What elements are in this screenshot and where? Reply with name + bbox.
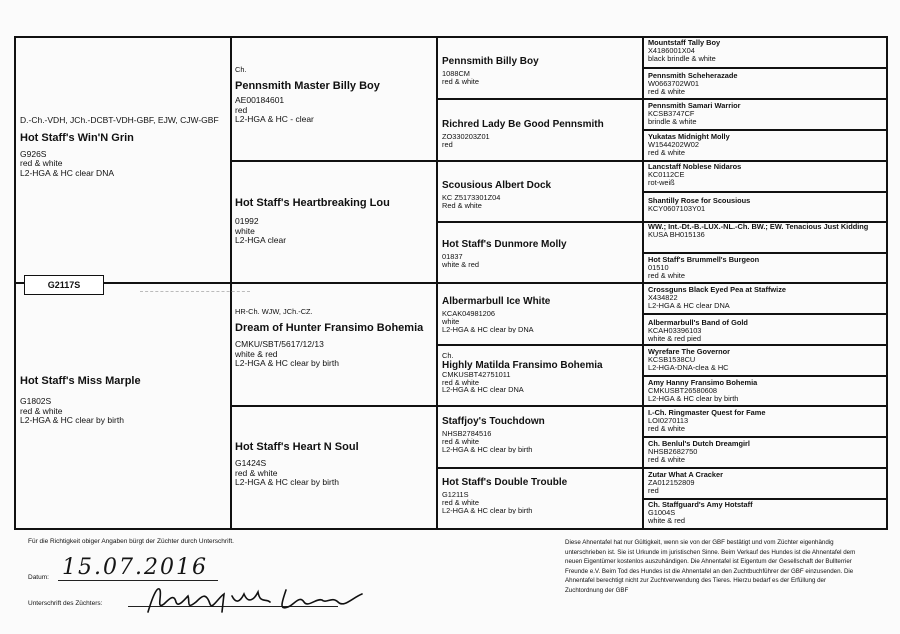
gen2-reg: AE00184601	[235, 95, 285, 106]
gen4-reg: 01510	[648, 262, 669, 272]
date-value: 15.07.2016	[62, 555, 208, 580]
row-divider-gen3-1	[436, 98, 642, 100]
gen4-name: Lancstaff Noblese Nidaros	[648, 163, 742, 171]
table-border-bottom	[14, 528, 888, 530]
gen4-reg: LOI0270113	[648, 415, 689, 425]
gen3-health: L2-HGA & HC clear by birth	[442, 444, 533, 454]
gen3-title: Ch.	[442, 352, 454, 360]
row-divider-gen4	[642, 375, 888, 377]
gen2-color: red	[235, 104, 248, 115]
gen4-cell-5	[648, 163, 884, 186]
gen2-title: Ch.	[235, 66, 247, 74]
gen2-color: white & red	[235, 348, 278, 359]
gen4-reg: KCY0607103Y01	[648, 203, 706, 213]
gen4-extra: L2-HGA & HC clear by birth	[648, 393, 739, 403]
gen4-name: Pennsmith Samari Warrior	[648, 102, 741, 110]
gen3-cell-6	[442, 352, 638, 394]
gen4-reg: CMKUSBT26580608	[648, 385, 718, 395]
gen4-cell-6	[648, 197, 884, 213]
row-divider-gen4	[642, 436, 888, 438]
gen3-name: Pennsmith Billy Boy	[442, 56, 539, 67]
sire-reg: G926S	[20, 148, 47, 159]
row-divider-gen4	[642, 160, 888, 162]
gen3-cell-7	[442, 415, 638, 453]
date-line	[58, 580, 218, 581]
row-divider-gen3-7	[436, 467, 642, 469]
gen4-cell-9	[648, 286, 884, 309]
row-divider-gen2-a	[230, 160, 436, 162]
gen3-cell-2	[442, 118, 638, 149]
gen4-color: red & white	[648, 454, 685, 464]
gen2-name: Dream of Hunter Fransimo Bohemia	[235, 321, 424, 334]
gen3-color: white & red	[442, 259, 479, 269]
gen2-cell-1	[235, 66, 433, 125]
gen4-reg: W0663702W01	[648, 78, 699, 88]
gen2-title: HR-Ch. WJW, JCh.-CZ.	[235, 308, 313, 316]
gen3-color: Red & white	[442, 200, 482, 210]
gen3-reg: 01837	[442, 252, 463, 262]
gen3-color: red	[442, 139, 453, 149]
gen3-cell-1	[442, 55, 638, 86]
gen4-cell-12	[648, 379, 884, 402]
gen3-name: Highly Matilda Fransimo Bohemia	[442, 359, 603, 371]
gen4-color: red & white	[648, 147, 685, 157]
gen4-name: Yukatas Midnight Molly	[648, 133, 730, 141]
sire-health: L2-HGA & HC clear DNA	[20, 167, 114, 178]
gen3-reg: NHSB2784516	[442, 429, 492, 439]
gen4-color: black brindle & white	[648, 53, 716, 63]
gen4-color: brindle & white	[648, 116, 697, 126]
gen2-name: Hot Staff's Heartbreaking Lou	[235, 197, 390, 209]
gen4-cell-14	[648, 440, 884, 463]
gen3-reg: ZO330203Z01	[442, 132, 490, 142]
gen2-health: L2-HGA & HC - clear	[235, 114, 314, 125]
gen4-reg: KCAH03396103	[648, 325, 702, 335]
gen4-name: Hot Staff's Brummell's Burgeon	[648, 256, 760, 264]
dam-name: Hot Staff's Miss Marple	[20, 375, 141, 387]
table-border-top	[14, 36, 888, 38]
row-divider-gen3-5	[436, 344, 642, 346]
gen4-name: I.-Ch. Ringmaster Quest for Fame	[648, 409, 766, 417]
sire-cell	[20, 116, 226, 178]
row-divider-gen4	[642, 98, 888, 100]
gen4-color: red & white	[648, 423, 685, 433]
gen4-name: Ch. Benlul's Dutch Dreamgirl	[648, 440, 750, 448]
gen2-reg: G1424S	[235, 458, 267, 469]
gen2-color: white	[235, 225, 255, 236]
gen4-name: Ch. Staffguard's Amy Hotstaff	[648, 501, 753, 509]
registration-badge: G2117S	[24, 275, 104, 295]
gen3-name: Staffjoy's Touchdown	[442, 416, 545, 427]
sire-color: red & white	[20, 158, 63, 169]
gen4-name: Crossguns Black Eyed Pea at Staffwize	[648, 286, 787, 294]
sire-name: Hot Staff's Win'N Grin	[20, 131, 134, 144]
gen3-name: Albermarbull Ice White	[442, 296, 551, 307]
gen4-color: white & red	[648, 515, 685, 525]
gen3-cell-5	[442, 295, 638, 333]
gen4-color: red & white	[648, 86, 685, 96]
date-label: Datum:	[28, 574, 49, 581]
dam-reg: G1802S	[20, 396, 52, 407]
gen4-cell-3	[648, 102, 884, 125]
gen4-name: Amy Hanny Fransimo Bohemia	[648, 379, 758, 387]
row-divider-gen4	[642, 282, 888, 284]
gen3-reg: CMKUSBT42751011	[442, 369, 511, 379]
gen4-extra: L2-HGA-DNA-clea & HC	[648, 362, 729, 372]
gen4-cell-2	[648, 72, 884, 95]
gen2-cell-4	[235, 440, 433, 488]
row-divider-gen4	[642, 313, 888, 315]
breeder-guarantee: Für die Richtigkeit obiger Angaben bürgt der Züchter durch Unterschrift.	[28, 538, 234, 545]
gen4-reg: NHSB2682750	[648, 446, 698, 456]
gen4-cell-16	[648, 501, 884, 524]
scan-smudge	[140, 291, 250, 293]
gen4-cell-15	[648, 471, 884, 494]
row-divider-gen4	[642, 67, 888, 69]
gen4-name: Shantilly Rose for Scousious	[648, 197, 751, 205]
legal-notice: Diese Ahnentafel hat nur Gültigkeit, wenn sie von der GBF bestätigt und vom Züchter eigenhändig unterschrieben ist. Sie ist Urkunde im juristischen Sinne. Beim Verkauf des Hundes ist die Ahnentafel dem neuen Eigentümer kostenlos auszuhändigen. Die Ahnentafel ist Eigentum der Gesellschaft der Bullterrier Freunde e.V. Beim Tod des Hundes ist die Ahnentafel an den Zuchtbuchführer der GBF einzusenden. Die Ahnentafel berechtigt nicht zur Zuchtverwendung des Tieres. Hierzu bedarf es der Erfüllung der Zuchtordnung der GBF	[565, 539, 856, 595]
row-divider-gen4	[642, 129, 888, 131]
row-divider-gen3-3	[436, 221, 642, 223]
gen4-reg: KC0112CE	[648, 169, 685, 179]
gen4-cell-10	[648, 319, 884, 342]
gen3-color: red & white	[442, 76, 479, 86]
gen3-name: Richred Lady Be Good Pennsmith	[442, 119, 604, 130]
gen3-name: Hot Staff's Double Trouble	[442, 477, 568, 488]
gen3-health: L2-HGA & HC clear DNA	[442, 385, 524, 395]
row-divider-gen2-b	[230, 282, 436, 284]
gen3-reg: KCAK04981206	[442, 309, 496, 319]
gen4-cell-4	[648, 133, 884, 156]
gen3-health: L2-HGA & HC clear by DNA	[442, 324, 534, 334]
gen3-color: white	[442, 316, 460, 326]
signature-label: Unterschrift des Züchters:	[28, 600, 103, 607]
gen4-reg: ZA012152809	[648, 477, 695, 487]
gen3-cell-4	[442, 238, 638, 269]
gen4-reg: W1544202W02	[648, 139, 699, 149]
gen3-color: red & white	[442, 497, 479, 507]
gen4-cell-1	[648, 39, 884, 62]
gen2-color: red & white	[235, 467, 278, 478]
handwritten-signature	[140, 582, 370, 618]
row-divider-gen4	[642, 344, 888, 346]
gen4-color: red	[648, 485, 659, 495]
row-divider-gen3-6	[436, 405, 642, 407]
dam-health: L2-HGA & HC clear by birth	[20, 415, 124, 426]
gen2-reg: CMKU/SBT/5617/12/13	[235, 339, 324, 350]
row-divider-gen2-c	[230, 405, 436, 407]
gen2-name: Hot Staff's Heart N Soul	[235, 441, 359, 453]
gen2-name: Pennsmith Master Billy Boy	[235, 79, 380, 92]
pedigree-table	[14, 36, 888, 530]
gen3-name: Scousious Albert Dock	[442, 180, 552, 191]
gen4-cell-8	[648, 256, 884, 279]
gen4-reg: KCSB3747CF	[648, 108, 695, 118]
gen2-health: L2-HGA & HC clear by birth	[235, 477, 339, 488]
gen4-color: white & red pied	[648, 333, 701, 343]
row-divider-gen4	[642, 252, 888, 254]
dam-cell	[20, 374, 226, 426]
gen3-cell-3	[442, 179, 638, 210]
gen2-cell-3	[235, 308, 433, 369]
gen4-cell-11	[648, 348, 884, 371]
row-divider-gen4	[642, 405, 888, 407]
row-divider-gen4	[642, 467, 888, 469]
gen4-cell-13	[648, 409, 884, 432]
row-divider-gen4	[642, 498, 888, 500]
gen3-reg: G1211S	[442, 490, 469, 500]
gen3-name: Hot Staff's Dunmore Molly	[442, 239, 567, 250]
row-divider-gen4	[642, 191, 888, 193]
gen4-name: Zutar What A Cracker	[648, 471, 724, 479]
gen4-reg: X434822	[648, 292, 678, 302]
gen4-color: rot-weiß	[648, 177, 675, 187]
gen4-name: Pennsmith Scheherazade	[648, 72, 738, 80]
gen4-cell-7	[648, 223, 884, 239]
sire-titles: D.-Ch.-VDH, JCh.-DCBT-VDH-GBF, EJW, CJW-GBF	[20, 116, 219, 125]
gen4-reg: KUSA BH015136	[648, 229, 705, 239]
gen4-name: Albermarbull's Band of Gold	[648, 319, 748, 327]
gen2-health: L2-HGA clear	[235, 235, 287, 246]
gen2-cell-2	[235, 196, 433, 246]
gen4-name: WW.; Int.-Dt.-B.-LUX.-NL.-Ch. BW.; EW. Tenacious Just Kidding	[648, 223, 869, 231]
gen3-reg: KC Z5173301Z04	[442, 193, 501, 203]
dam-color: red & white	[20, 405, 63, 416]
gen4-name: Wyrefare The Governor	[648, 348, 731, 356]
gen4-reg: X4186001X04	[648, 45, 695, 55]
gen3-health: L2-HGA & HC clear by birth	[442, 505, 533, 515]
gen4-reg: G1004S	[648, 507, 676, 517]
row-divider-gen3-2	[436, 160, 642, 162]
gen4-color: red & white	[648, 270, 685, 280]
gen3-color: red & white	[442, 377, 479, 387]
row-divider-gen3-4	[436, 282, 642, 284]
gen4-extra: L2-HGA & HC clear DNA	[648, 300, 730, 310]
gen2-reg: 01992	[235, 216, 259, 227]
gen3-cell-8	[442, 476, 638, 514]
gen2-health: L2-HGA & HC clear by birth	[235, 358, 339, 369]
gen4-reg: KCSB1538CU	[648, 354, 696, 364]
gen3-color: red & white	[442, 436, 479, 446]
gen4-name: Mountstaff Tally Boy	[648, 39, 721, 47]
gen3-reg: 1088CM	[442, 69, 470, 79]
